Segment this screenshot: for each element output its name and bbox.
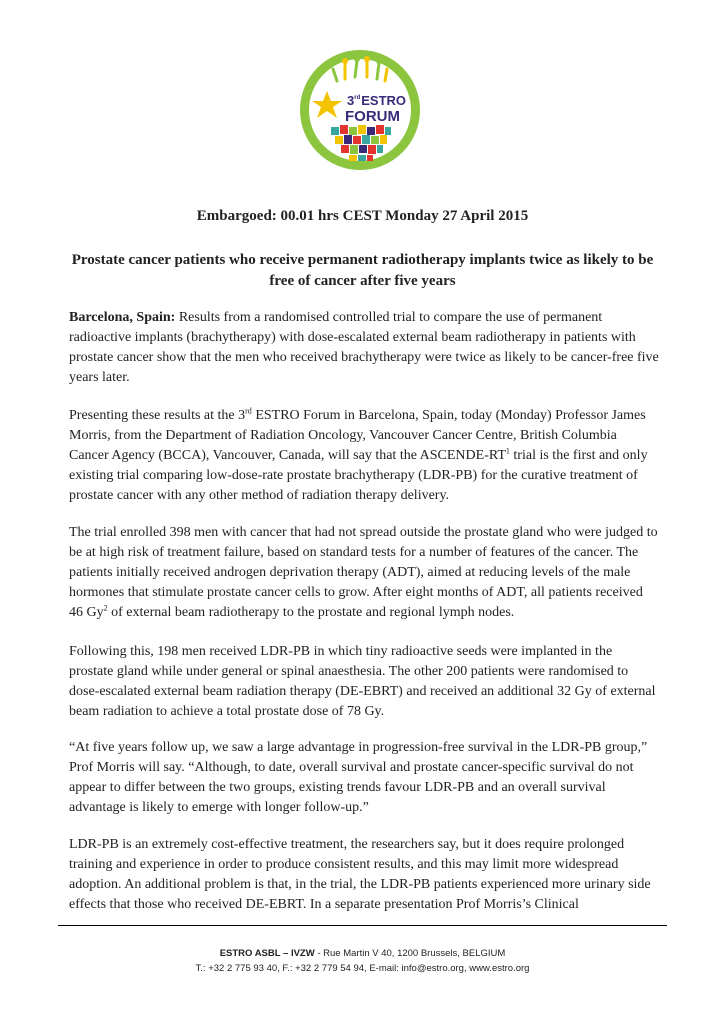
paragraph-3 (69, 523, 659, 623)
paragraph-2 (69, 406, 659, 506)
paragraph-4: Following this, 198 men received LDR-PB in which tiny radioactive seeds were implanted in the prostate gland while under general or spinal anaesthesia. The other 200 patients were randomised to dose-escalated external beam radiation therapy (DE-EBRT) and received an additional 32 Gy of external beam radiation to achieve a total prostate dose of 78 Gy. (69, 644, 656, 719)
footer-address-line (0, 946, 725, 961)
footer-address: - Rue Martin V 40, 1200 Brussels, BELGIUM (314, 948, 506, 959)
paragraph-6: LDR-PB is an extremely cost-effective treatment, the researchers say, but it does require prolonged training and experience in order to produce consistent results, and this may limit more widespread adoption. An additional problem is that, in the trial, the LDR-PB patients experienced more urinary side effects that those who received DE-EBRT. In a separate presentation Prof Morris’s Clinical (69, 837, 651, 912)
logo-line2: FORUM (345, 108, 400, 125)
paragraph-1 (69, 308, 659, 388)
paragraph-2-text-b: ESTRO Forum in Barcelona, Spain, today (Monday) Professor James Morris, from the Department of Radiation Oncology, Vancouver Cancer Centre, British Columbia Cancer Agency (BCCA), Vancouver, Canada, will say that the ASCENDE-RT (69, 408, 646, 463)
paragraph-5: “At five years follow up, we saw a large advantage in progression-free survival in the LDR-PB group,” Prof Morris will say. “Although, to date, overall survival and prostate cancer-specific survival do not appear to differ between the two groups, existing trends favour LDR-PB and an overall survival advantage is likely to emerge with longer follow-up.” (69, 740, 648, 815)
paragraph-3-text-a: The trial enrolled 398 men with cancer that had not spread outside the prostate gland who were judged to be at high risk of treatment failure, based on standard tests for a number of features of the cancer. The patients initially received androgen deprivation therapy (ADT), aimed at reducing levels of the male hormones that stimulate prostate cancer cells to grow. After eight months of ADT, all patients received 46 Gy (69, 525, 658, 620)
estro-forum-logo (297, 47, 423, 173)
logo-line1: ESTRO (361, 93, 407, 108)
superscript-rd: rd (245, 406, 252, 416)
footnote-ref-1: 1 (505, 446, 510, 456)
footer (0, 946, 725, 976)
dateline: Barcelona, Spain: (69, 310, 176, 325)
footer-divider (58, 925, 667, 926)
headline: Prostate cancer patients who receive permanent radiotherapy implants twice as likely to be free of cancer after five years (71, 252, 654, 289)
footnote-ref-2: 2 (103, 603, 108, 613)
paragraph-2-text-a: Presenting these results at the 3 (69, 408, 246, 423)
embargo-notice: Embargoed: 00.01 hrs CEST Monday 27 April 2015 (196, 208, 529, 224)
footer-contact: T.: +32 2 775 93 40, F.: +32 2 779 54 94, E-mail: info@estro.org, www.estro.org (195, 963, 530, 974)
paragraph-2-text-c: trial is the first and only existing trial comparing low-dose-rate prostate brachytherapy (LDR-PB) for the curative treatment of prostate cancer with any other method of radiation therapy delivery. (69, 448, 648, 503)
paragraph-3-text-b: of external beam radiotherapy to the prostate and regional lymph nodes. (107, 605, 515, 620)
logo-ordinal-sup: rd (354, 95, 361, 101)
paragraph-1-text: Results from a randomised controlled trial to compare the use of permanent radioactive implants (brachytherapy) with dose-escalated external beam radiotherapy in patients with prostate cancer show that the men who received brachytherapy were twice as likely to be cancer-free five years later. (69, 310, 659, 385)
logo-ordinal: 3 (347, 93, 355, 108)
footer-org: ESTRO ASBL – IVZW (219, 948, 315, 959)
